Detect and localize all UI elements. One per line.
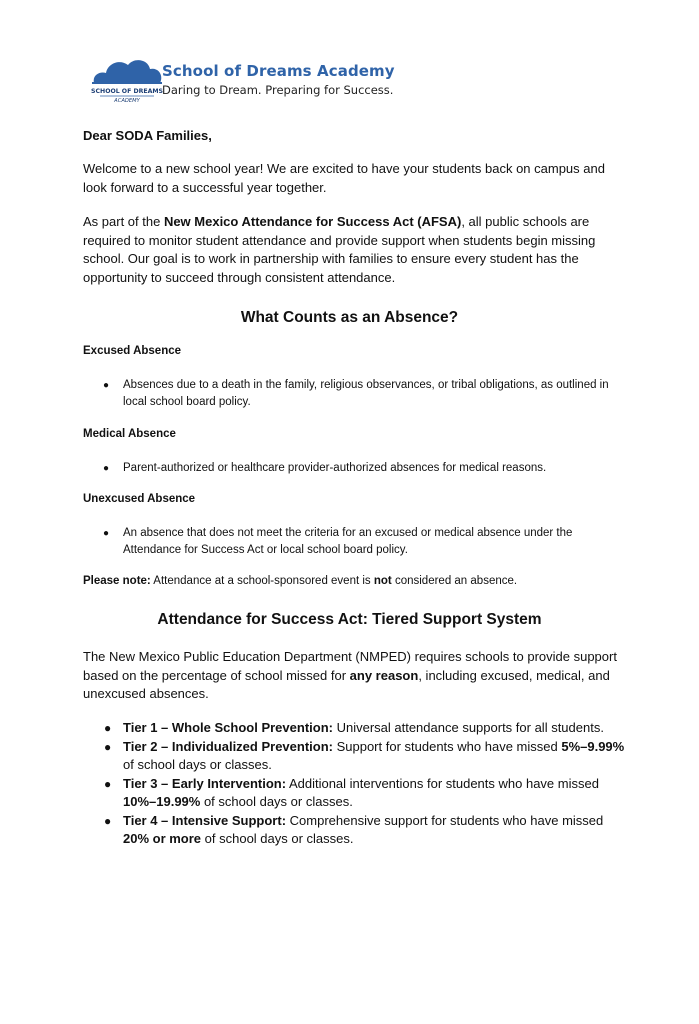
tier-item-1: ● Tier 1 – Whole School Prevention: Universal attendance supports for all students. bbox=[100, 719, 625, 738]
medical-absence-item bbox=[100, 460, 620, 477]
tier-section-heading: Attendance for Success Act: Tiered Support System bbox=[157, 611, 542, 628]
unexcused-absence-heading: Unexcused Absence bbox=[83, 493, 196, 505]
school-name: School of Dreams Academy bbox=[162, 62, 395, 80]
medical-absence-description: Parent-authorized or healthcare provider-authorized absences for medical reasons. bbox=[123, 462, 547, 474]
afsa-act-name: New Mexico Attendance for Success Act (AFSA) bbox=[163, 214, 462, 229]
tier-item-2: ● Tier 2 – Individualized Prevention: Support for students who have missed 5%–9.99% of school days or classes. bbox=[104, 738, 625, 772]
afsa-intro-paragraph: As part of the New Mexico Attendance for Success Act (AFSA), all public schools are required to monitor student attendance and provide support when students begin missing school. Our goal is to work in partnership with families to ensure every student has the opportunity to succeed through consistent attendance. bbox=[83, 214, 596, 285]
school-tagline: Daring to Dream. Preparing for Success. bbox=[162, 83, 394, 97]
absence-section-heading: What Counts as an Absence? bbox=[240, 309, 459, 326]
svg-text:SCHOOL OF DREAMS: SCHOOL OF DREAMS bbox=[91, 88, 163, 95]
tier-name: Tier 1 – Whole School Prevention: bbox=[123, 720, 333, 735]
medical-absence-heading: Medical Absence bbox=[83, 428, 176, 440]
bullet-icon: ● bbox=[104, 813, 112, 828]
unexcused-absence-description: An absence that does not meet the criteria for an excused or medical absence under the Attendance for Success Act or local school board policy. bbox=[123, 527, 573, 556]
svg-text:ACADEMY: ACADEMY bbox=[114, 98, 140, 104]
tier-name: Tier 2 – Individualized Prevention: bbox=[123, 738, 333, 754]
tier-item-4: ● Tier 4 – Intensive Support: Comprehensive support for students who have missed 20% or more of school days or classes. bbox=[104, 812, 604, 846]
cloud-logo-icon bbox=[86, 53, 166, 105]
tier-threshold: 10%–19.99% bbox=[123, 794, 201, 809]
attendance-note: Please note: Attendance at a school-sponsored event is not considered an absence. bbox=[83, 575, 518, 587]
welcome-paragraph: Welcome to a new school year! We are excited to have your students back on campus and look forward to a successful year together. bbox=[83, 161, 605, 195]
excused-absence-item bbox=[100, 377, 620, 411]
nmped-intro-paragraph: The New Mexico Public Education Department (NMPED) requires schools to provide support based on the percentage of school missed for any reason, including excused, medical, and unexcused absences. bbox=[83, 649, 617, 701]
bullet-icon: ● bbox=[103, 528, 110, 539]
tier-threshold: 20% or more bbox=[123, 831, 202, 846]
salutation: Dear SODA Families, bbox=[83, 128, 212, 143]
excused-absence-heading: Excused Absence bbox=[83, 345, 182, 357]
bullet-icon: ● bbox=[103, 463, 110, 474]
tier-list bbox=[100, 719, 625, 849]
unexcused-absence-item bbox=[100, 525, 620, 559]
bullet-icon: ● bbox=[103, 380, 110, 391]
bullet-icon: ● bbox=[104, 776, 112, 791]
tier-item-3: ● Tier 3 – Early Intervention: Additional interventions for students who have missed 10%–19.99% of school days or classes. bbox=[104, 775, 599, 809]
tier-name: Tier 4 – Intensive Support: bbox=[123, 812, 287, 828]
excused-absence-description: Absences due to a death in the family, religious observances, or tribal obligations, as outlined in local school board policy. bbox=[123, 379, 609, 408]
school-logo bbox=[86, 53, 166, 105]
tier-name: Tier 3 – Early Intervention: bbox=[123, 775, 287, 791]
tier-threshold: 5%–9.99% bbox=[561, 738, 625, 754]
bullet-icon: ● bbox=[104, 721, 112, 735]
bullet-icon: ● bbox=[104, 739, 112, 754]
